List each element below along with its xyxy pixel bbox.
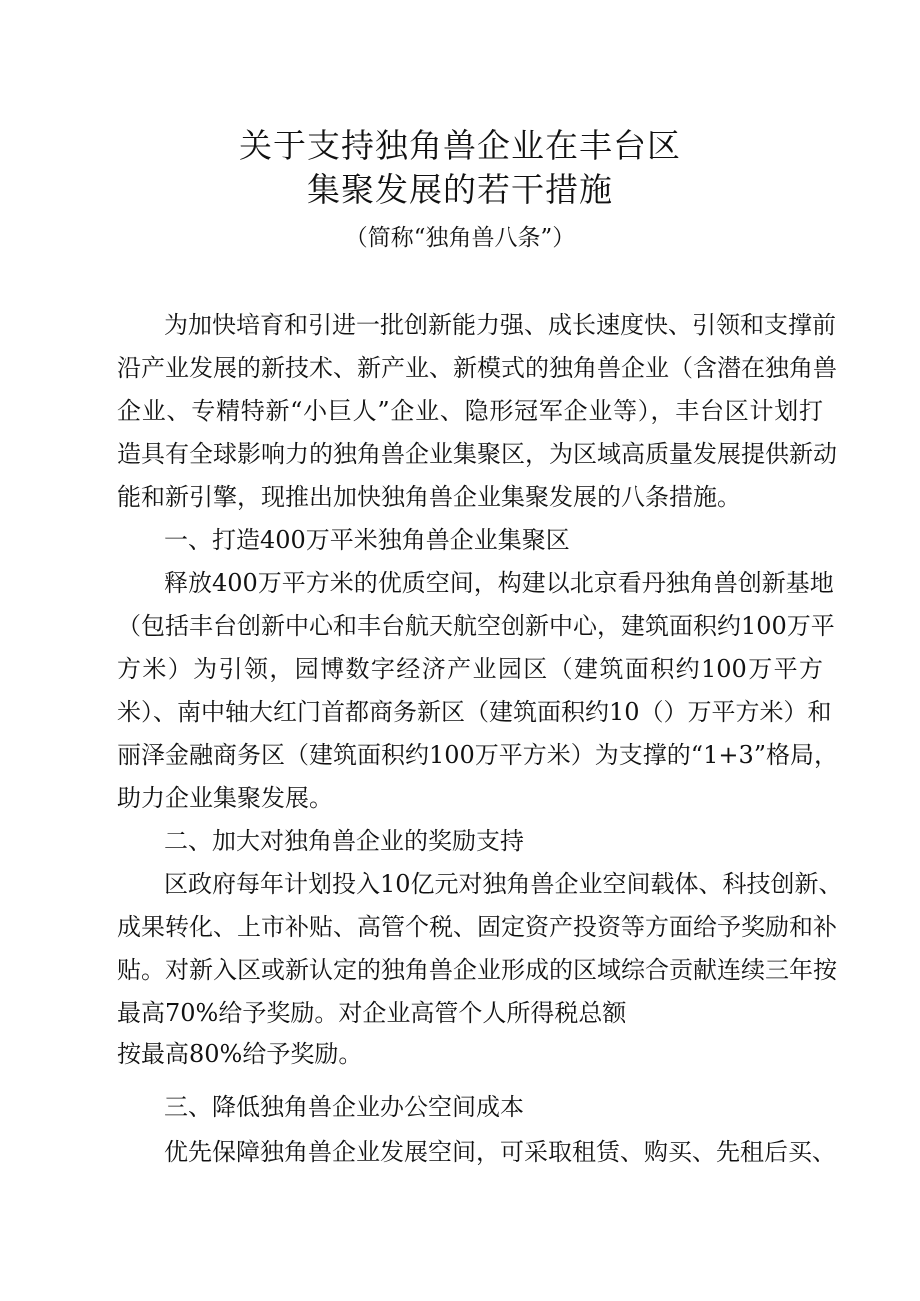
body-line: 造具有全球影响力的独角兽企业集聚区，为区域高质量发展提供新动 (117, 440, 837, 468)
section-heading: 一、打造400万平米独角兽企业集聚区 (164, 526, 570, 554)
document-title-line-1: 关于支持独角兽企业在丰台区 (239, 126, 681, 165)
body-line: 贴。对新入区或新认定的独角兽企业形成的区域综合贡献连续三年按 (117, 956, 837, 984)
body-line: 成果转化、上市补贴、高管个税、固定资产投资等方面给予奖励和补 (117, 913, 837, 941)
body-line: 为加快培育和引进一批创新能力强、成长速度快、引领和支撑前 (164, 311, 836, 339)
document-subtitle: （简称“独角兽八条”） (344, 225, 576, 251)
body-line: 最高70%给予奖励。对企业高管个人所得税总额 (117, 999, 627, 1027)
body-line: 释放400万平方米的优质空间，构建以北京看丹独角兽创新基地 (164, 569, 834, 597)
body-line: 优先保障独角兽企业发展空间，可采取租赁、购买、先租后买、 (164, 1138, 836, 1166)
body-line: 丽泽金融商务区（建筑面积约100万平方米）为支撑的“1+3”格局， (117, 741, 838, 769)
body-line: 米）、南中轴大红门首都商务新区（建筑面积约10（）万平方米）和 (117, 698, 832, 726)
body-line: 沿产业发展的新技术、新产业、新模式的独角兽企业（含潜在独角兽 (117, 354, 837, 382)
section-heading: 三、降低独角兽企业办公空间成本 (164, 1093, 524, 1121)
body-line: 助力企业集聚发展。 (117, 784, 333, 812)
body-line: 能和新引擎，现推出加快独角兽企业集聚发展的八条措施。 (117, 483, 741, 511)
document-title-line-2: 集聚发展的若干措施 (307, 170, 613, 209)
body-line: 按最高80%给予奖励。 (117, 1040, 363, 1068)
body-line: 企业、专精特新“小巨人”企业、隐形冠军企业等），丰台区计划打 (117, 397, 823, 425)
body-line: 区政府每年计划投入10亿元对独角兽企业空间载体、科技创新、 (164, 870, 843, 898)
body-line: 方米）为引领，园博数字经济产业园区（建筑面积约100万平方 (117, 655, 823, 683)
body-line: （包括丰台创新中心和丰台航天航空创新中心，建筑面积约100万平 (117, 612, 835, 640)
section-heading: 二、加大对独角兽企业的奖励支持 (164, 827, 524, 855)
